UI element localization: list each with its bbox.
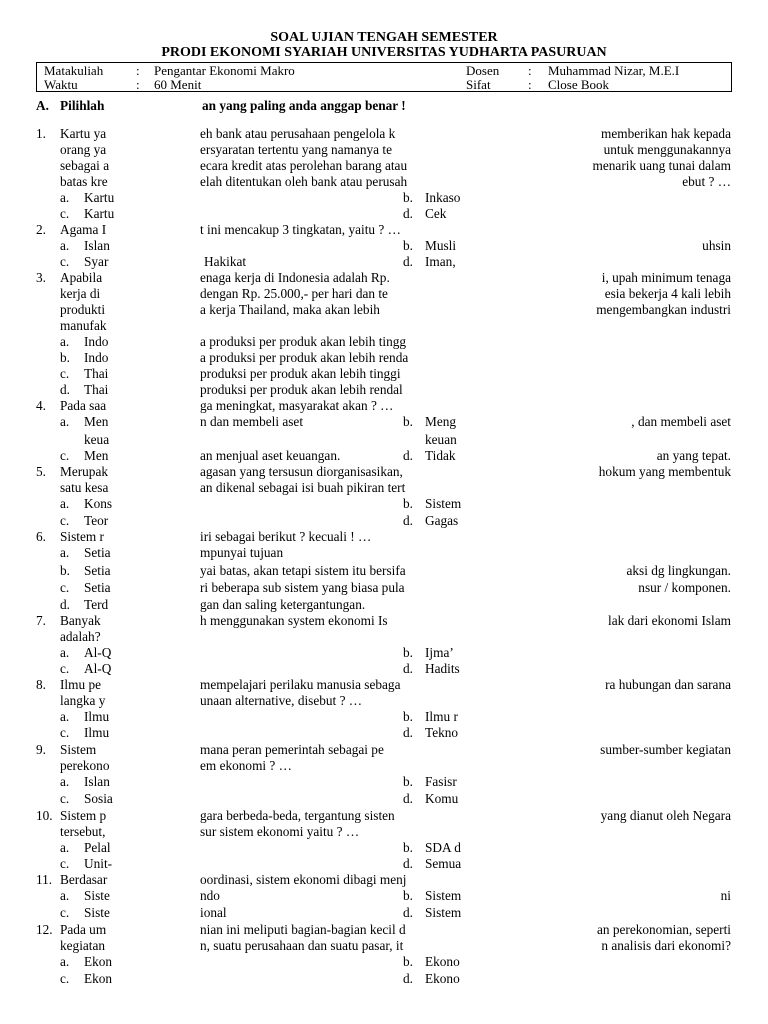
option-text-right: Cek	[425, 206, 447, 221]
line-text-left: Berdasar	[60, 872, 108, 887]
option-letter: a.	[60, 496, 70, 511]
line-text-left: Banyak	[60, 613, 101, 628]
line-text-right: ebut ? …	[682, 174, 731, 189]
line-text-left: Terd	[84, 597, 109, 612]
line-text-middle: ri beberapa sub sistem yang biasa pula	[200, 580, 405, 595]
line-text-middle: ional	[200, 905, 227, 920]
option-letter: d.	[403, 254, 413, 269]
line-text-left: batas kre	[60, 174, 108, 189]
option-letter: d.	[60, 382, 70, 397]
question-number: 5.	[36, 464, 46, 479]
question-number: 12.	[36, 922, 53, 937]
line-text-middle: mempelajari perilaku manusia sebaga	[200, 677, 401, 692]
line-text-left: Sistem	[60, 742, 97, 757]
line-text-left: Al-Q	[84, 661, 112, 676]
option-text-right: keuan	[425, 432, 457, 447]
line-text-left: produkti	[60, 302, 106, 317]
option-letter: a.	[60, 645, 70, 660]
line-text-left: Apabila	[60, 270, 103, 285]
line-text-right: ra hubungan dan sarana	[605, 677, 731, 692]
exam-type-separator: :	[528, 77, 532, 92]
line-text-right: memberikan hak kepada	[601, 126, 731, 141]
line-text-middle: dengan Rp. 25.000,- per hari dan te	[200, 286, 388, 301]
option-text-right: Hadits	[425, 661, 460, 676]
line-text-right: sumber-sumber kegiatan	[600, 742, 731, 757]
line-text-middle: mana peran pemerintah sebagai pe	[200, 742, 384, 757]
option-letter: c.	[60, 206, 70, 221]
exam-type-label: Sifat	[466, 77, 491, 92]
line-text-left: Setia	[84, 563, 111, 578]
line-text-left: satu kesa	[60, 480, 109, 495]
course-name: Pengantar Ekonomi Makro	[154, 63, 295, 78]
line-text-left: Thai	[84, 382, 109, 397]
line-text-left: Sosia	[84, 791, 113, 806]
line-text-middle: sur sistem ekonomi yaitu ? …	[200, 824, 360, 839]
line-text-left: Setia	[84, 580, 111, 595]
option-text-right: Inkaso	[425, 190, 461, 205]
line-text-left: Ilmu	[84, 709, 110, 724]
line-text-left: Syar	[84, 254, 109, 269]
line-text-middle: oordinasi, sistem ekonomi dibagi menj	[200, 872, 407, 887]
option-letter: d.	[403, 206, 413, 221]
line-text-middle: eh bank atau perusahaan pengelola k	[200, 126, 396, 141]
option-text-right: Musli	[425, 238, 457, 253]
line-text-right: an yang tepat.	[656, 448, 731, 463]
line-text-left: Pada saa	[60, 398, 107, 413]
question-number: 6.	[36, 529, 46, 544]
line-text-left: Siste	[84, 888, 110, 903]
line-text-left: Agama I	[60, 222, 107, 237]
line-text-left: Ilmu pe	[60, 677, 101, 692]
option-letter: c.	[60, 448, 70, 463]
lecturer-separator: :	[528, 63, 532, 78]
option-letter: a.	[60, 954, 70, 969]
course-label: Matakuliah	[44, 63, 104, 78]
line-text-middle: nian ini meliputi bagian-bagian kecil d	[200, 922, 406, 937]
line-text-left: adalah?	[60, 629, 101, 644]
option-letter: c.	[60, 366, 70, 381]
line-text-left: Kartu ya	[60, 126, 107, 141]
line-text-right: nsur / komponen.	[638, 580, 731, 595]
line-text-left: Indo	[84, 334, 109, 349]
line-text-right: esia bekerja 4 kali lebih	[604, 286, 731, 301]
option-letter: c.	[60, 856, 70, 871]
question-number: 4.	[36, 398, 46, 413]
option-letter: b.	[60, 350, 70, 365]
line-text-left: orang ya	[60, 142, 107, 157]
option-text-right: Ekono	[425, 954, 460, 969]
line-text-left: Merupak	[60, 464, 108, 479]
line-text-middle: mpunyai tujuan	[200, 545, 284, 560]
option-text-right: Sistem	[425, 905, 462, 920]
line-text-left: Setia	[84, 545, 111, 560]
line-text-middle: Hakikat	[204, 254, 247, 269]
line-text-middle: ersyaratan tertentu yang namanya te	[200, 142, 392, 157]
option-text-right: Meng	[425, 414, 457, 429]
line-text-left: Teor	[84, 513, 109, 528]
line-text-middle: enaga kerja di Indonesia adalah Rp.	[200, 270, 390, 285]
option-letter: b.	[403, 238, 413, 253]
line-text-middle: em ekonomi ? …	[200, 758, 292, 773]
line-text-left: Men	[84, 448, 109, 463]
line-text-right: uhsin	[702, 238, 731, 253]
line-text-right: mengembangkan industri	[596, 302, 731, 317]
option-text-right: Tekno	[425, 725, 459, 740]
line-text-middle: a produksi per produk akan lebih renda	[200, 350, 409, 365]
line-text-middle: ga meningkat, masyarakat akan ? …	[200, 398, 394, 413]
question-number: 9.	[36, 742, 46, 757]
option-letter: b.	[403, 645, 413, 660]
option-letter: b.	[403, 190, 413, 205]
line-text-left: Al-Q	[84, 645, 112, 660]
line-text-right: i, upah minimum tenaga	[601, 270, 731, 285]
line-text-right: hokum yang membentuk	[598, 464, 731, 479]
line-text-left: Thai	[84, 366, 109, 381]
section-heading-right: an yang paling anda anggap benar !	[202, 98, 406, 113]
option-text-right: Semua	[425, 856, 462, 871]
option-text-right: Iman,	[425, 254, 456, 269]
option-letter: d.	[403, 661, 413, 676]
option-text-right: Gagas	[425, 513, 459, 528]
option-text-right: Ilmu r	[425, 709, 458, 724]
option-text-right: Ijma’	[425, 645, 454, 660]
option-letter: b.	[403, 496, 413, 511]
line-text-right: yang dianut oleh Negara	[600, 808, 731, 823]
question-number: 2.	[36, 222, 46, 237]
option-text-right: Sistem	[425, 496, 462, 511]
question-number: 7.	[36, 613, 46, 628]
option-text-right: SDA d	[425, 840, 461, 855]
section-label: A.	[36, 98, 49, 113]
lecturer-name: Muhammad Nizar, M.E.I	[548, 63, 680, 78]
line-text-left: Kartu	[84, 190, 115, 205]
option-letter: c.	[60, 971, 70, 986]
line-text-left: Kartu	[84, 206, 115, 221]
line-text-left: tersebut,	[60, 824, 106, 839]
question-number: 10.	[36, 808, 53, 823]
lecturer-label: Dosen	[466, 63, 500, 78]
line-text-middle: unaan alternative, disebut ? …	[200, 693, 363, 708]
option-letter: c.	[60, 725, 70, 740]
line-text-middle: an dikenal sebagai isi buah pikiran tert	[200, 480, 406, 495]
line-text-left: Men	[84, 414, 109, 429]
option-text-right: Fasisr	[425, 774, 457, 789]
line-text-left: Siste	[84, 905, 110, 920]
line-text-left: manufak	[60, 318, 107, 333]
line-text-left: perekono	[60, 758, 110, 773]
line-text-left: Sistem r	[60, 529, 104, 544]
line-text-right: n analisis dari ekonomi?	[601, 938, 731, 953]
line-text-middle: gara berbeda-beda, tergantung sisten	[200, 808, 395, 823]
option-letter: c.	[60, 254, 70, 269]
line-text-middle: agasan yang tersusun diorganisasikan,	[200, 464, 403, 479]
option-letter: d.	[60, 597, 70, 612]
line-text-left: keua	[84, 432, 110, 447]
option-letter: c.	[60, 791, 70, 806]
option-letter: a.	[60, 840, 70, 855]
question-number: 3.	[36, 270, 46, 285]
line-text-right: , dan membeli aset	[631, 414, 731, 429]
line-text-left: kegiatan	[60, 938, 106, 953]
line-text-middle: gan dan saling ketergantungan.	[200, 597, 366, 612]
option-letter: a.	[60, 414, 70, 429]
option-letter: a.	[60, 190, 70, 205]
option-letter: d.	[403, 791, 413, 806]
option-letter: d.	[403, 513, 413, 528]
line-text-left: Islan	[84, 238, 110, 253]
line-text-middle: produksi per produk akan lebih tinggi	[200, 366, 401, 381]
line-text-left: Ekon	[84, 954, 113, 969]
exam-type-value: Close Book	[548, 77, 610, 92]
question-number: 8.	[36, 677, 46, 692]
option-text-right: Komu	[425, 791, 459, 806]
line-text-left: Ekon	[84, 971, 113, 986]
line-text-left: kerja di	[60, 286, 101, 301]
question-number: 11.	[36, 872, 53, 887]
option-letter: d.	[403, 448, 413, 463]
duration-label: Waktu	[44, 77, 78, 92]
line-text-left: Unit-	[84, 856, 113, 871]
line-text-middle: t ini mencakup 3 tingkatan, yaitu ? …	[200, 222, 401, 237]
exam-title: SOAL UJIAN TENGAH SEMESTER	[270, 30, 498, 45]
option-letter: b.	[403, 888, 413, 903]
option-letter: c.	[60, 661, 70, 676]
option-letter: c.	[60, 580, 70, 595]
line-text-middle: yai batas, akan tetapi sistem itu bersifa	[200, 563, 406, 578]
option-letter: a.	[60, 545, 70, 560]
option-letter: b.	[403, 774, 413, 789]
line-text-left: Pada um	[60, 922, 107, 937]
line-text-right: lak dari ekonomi Islam	[608, 613, 731, 628]
option-text-right: Ekono	[425, 971, 460, 986]
line-text-right: ni	[720, 888, 731, 903]
option-letter: a.	[60, 709, 70, 724]
option-letter: c.	[60, 905, 70, 920]
line-text-right: untuk menggunakannya	[603, 142, 731, 157]
option-letter: d.	[403, 905, 413, 920]
line-text-right: aksi dg lingkungan.	[626, 563, 731, 578]
line-text-middle: ecara kredit atas perolehan barang atau	[200, 158, 408, 173]
institution-title: PRODI EKONOMI SYARIAH UNIVERSITAS YUDHARTA PASURUAN	[161, 45, 607, 60]
line-text-middle: a kerja Thailand, maka akan lebih	[200, 302, 380, 317]
line-text-middle: an menjual aset keuangan.	[200, 448, 341, 463]
line-text-left: langka y	[60, 693, 106, 708]
question-number: 1.	[36, 126, 46, 141]
option-letter: b.	[403, 840, 413, 855]
line-text-left: Sistem p	[60, 808, 107, 823]
line-text-middle: elah ditentukan oleh bank atau perusah	[200, 174, 408, 189]
option-letter: c.	[60, 513, 70, 528]
line-text-left: sebagai a	[60, 158, 110, 173]
option-letter: a.	[60, 238, 70, 253]
line-text-middle: n dan membeli aset	[200, 414, 304, 429]
option-letter: a.	[60, 334, 70, 349]
line-text-right: menarik uang tunai dalam	[592, 158, 731, 173]
option-letter: b.	[403, 414, 413, 429]
line-text-right: an perekonomian, seperti	[596, 922, 731, 937]
line-text-middle: iri sebagai berikut ? kecuali ! …	[200, 529, 372, 544]
option-text-right: Tidak	[425, 448, 456, 463]
line-text-left: Ilmu	[84, 725, 110, 740]
option-letter: b.	[403, 709, 413, 724]
option-text-right: Sistem	[425, 888, 462, 903]
option-letter: d.	[403, 971, 413, 986]
line-text-middle: produksi per produk akan lebih rendal	[200, 382, 403, 397]
line-text-left: Pelal	[84, 840, 111, 855]
duration-value: 60 Menit	[154, 77, 202, 92]
line-text-left: Islan	[84, 774, 110, 789]
option-letter: d.	[403, 725, 413, 740]
section-heading-left: Pilihlah	[60, 98, 105, 113]
line-text-middle: a produksi per produk akan lebih tingg	[200, 334, 407, 349]
line-text-middle: h menggunakan system ekonomi Is	[200, 613, 388, 628]
option-letter: b.	[403, 954, 413, 969]
course-separator: :	[136, 63, 140, 78]
option-letter: b.	[60, 563, 70, 578]
course-info-box	[36, 62, 732, 92]
line-text-middle: ndo	[200, 888, 220, 903]
option-letter: a.	[60, 888, 70, 903]
line-text-left: Kons	[84, 496, 113, 511]
duration-separator: :	[136, 77, 140, 92]
option-letter: a.	[60, 774, 70, 789]
option-letter: d.	[403, 856, 413, 871]
line-text-middle: n, suatu perusahaan dan suatu pasar, it	[200, 938, 404, 953]
line-text-left: Indo	[84, 350, 109, 365]
